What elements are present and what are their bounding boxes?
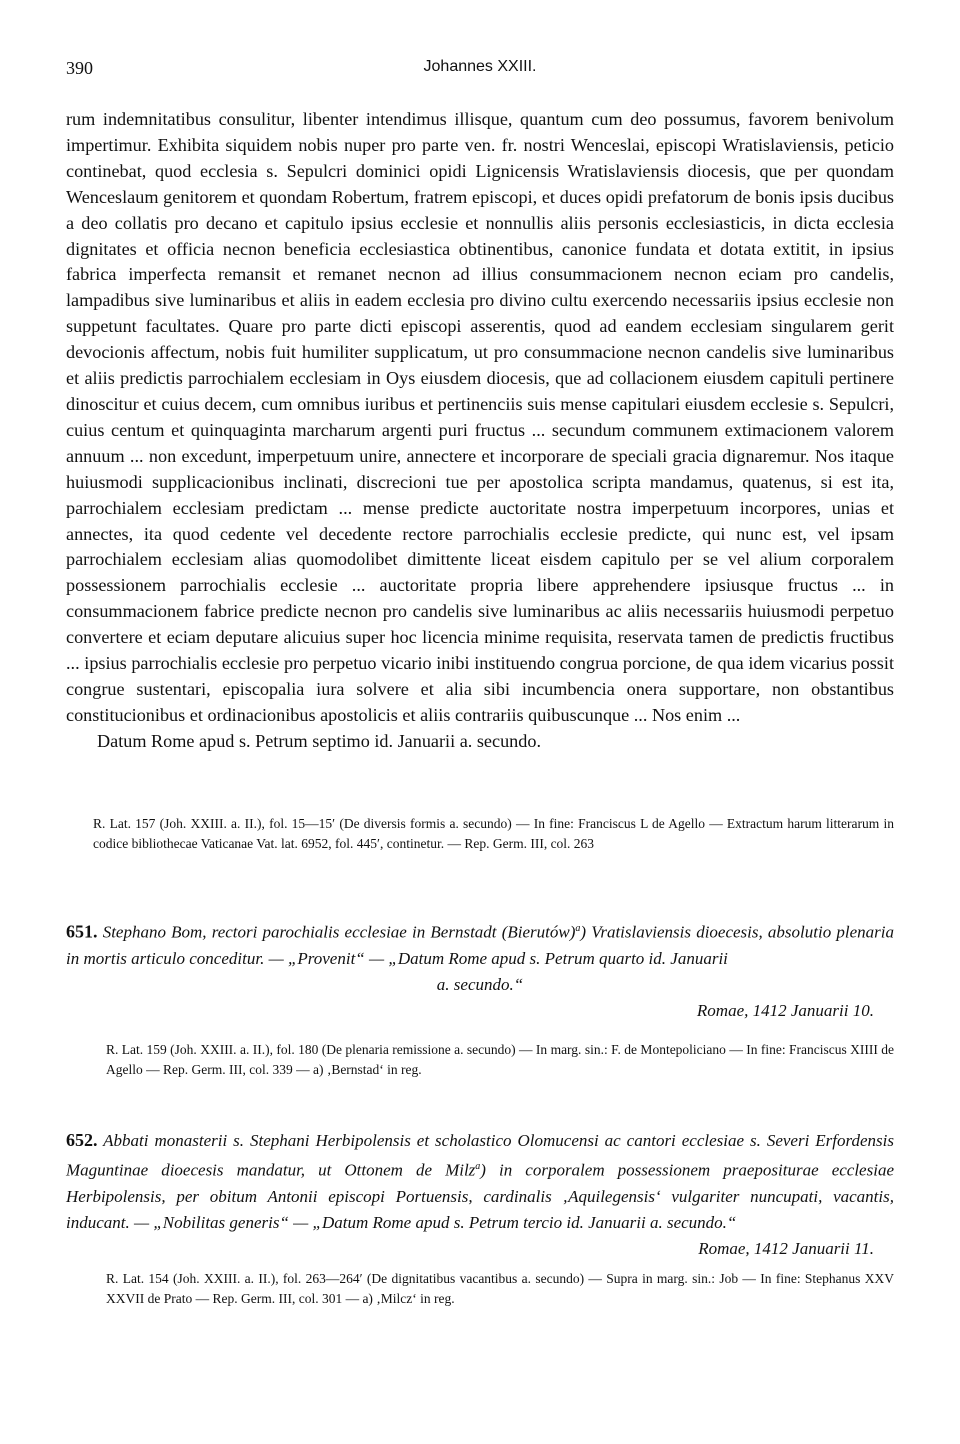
footnote-marker: a xyxy=(575,923,581,934)
entry-text-c: a. secundo.“ xyxy=(436,974,524,994)
entry-number: 652. xyxy=(66,1130,98,1150)
datum-line: Datum Rome apud s. Petrum septimo id. Januarii a. secundo. xyxy=(97,730,542,751)
body-text xyxy=(66,107,894,755)
footnote-651 xyxy=(66,1040,894,1080)
footnote-text: R. Lat. 159 (Joh. XXIII. a. II.), fol. 180 (De plenaria remissione a. secundo) — In marg. sin.: F. de Montepoliciano — In fine: Franciscus XIIII de Agello — Rep. Germ. III, col. 339 — a) ‚Bernstad‘ in reg. xyxy=(106,1042,894,1077)
entry-651-heading xyxy=(66,916,894,972)
entry-number: 651. xyxy=(66,921,98,942)
entry-text-a: Stephano Bom, rectori parochialis ecclesiae in Bernstadt (Bierutów) xyxy=(102,922,576,942)
running-title: Johannes XXIII. xyxy=(423,58,537,75)
entry-date: Romae, 1412 Januarii 11. xyxy=(698,1238,874,1258)
footnote-652 xyxy=(66,1269,894,1309)
page-header xyxy=(66,58,894,80)
entry-652 xyxy=(66,1127,894,1262)
entry-date: Romae, 1412 Januarii 10. xyxy=(696,1000,874,1020)
main-paragraph: rum indemnitatibus consulitur, libenter intendimus illisque, quantum cum deo possumus, favorem benivolum impertimur. Exhibita siquidem nobis nuper pro parte ven. fr. nostri Wenceslai, episcopi Wratislaviensis, peticio continebat, quod ecclesia s. Sepulcri dominici opidi Lignicensis Wratislaviensis diocesis, que per quondam Wenceslaum genitorem et quondam Robertum, fratrem episcopi, et duces opidi prefatorum de bonis ipsis ducibus a deo collatis pro decano et capitulo ipsius ecclesie et nonnullis aliis personis ecclesiasticis, in dicta ecclesia dignitates et officia necnon beneficia ecclesiastica obtinentibus, canonice fundata et dotata extitit, in ipsius fabrica imperfecta remansit et remanet necnon ad illius consummacionem necnon eciam pro candelis, lampadibus sive luminaribus et aliis in eadem ecclesia pro divino cultu exercendo necessariis ipsius ecclesie non suppetunt facultates. Quare pro parte dicti episcopi asserentis, quod ad eandem ecclesiam singularem gerit devocionis affectum, nobis fuit humiliter supplicatum, ut pro consummacione necnon candelis sive luminaribus et aliis predictis parrochialem ecclesiam in Oys eiusdem diocesis, que ad collacionem eiusdem capituli pertinere dinoscitur et cuius decem, cum omnibus iuribus et pertinenciis suis mense capitulari eiusdem ecclesie s. Sepulcri, cuius centum et quinquaginta marcharum argenti puri fructus ... secundum communem extimacionem valorem annuum ... non excedunt, imperpetuum unire, annectere et incorporare de speciali gracia dignaremur. Nos itaque huiusmodi supplicacionibus inclinati, discrecioni tue per apostolica scripta mandamus, quatenus, si est ita, parrochialem ecclesiam predictam ... mense predicte auctoritate nostra imperpetuum incorpores, unias et annectes, ita quod cedente vel decedente rectore parrochialis ecclesie predicte, qui nunc est, vel ipsam parrochialem ecclesiam alias quomodolibet dimittente liceat eisdem capitulo per se vel alium corporalem possessionem parrochialis ecclesie ... auctoritate propria libere apprehendere ipsiusque fructus ... in consummacionem fabrice predicte necnon pro candelis sive luminaribus ac aliis necessariis huiusmodi perpetuo convertere et eciam deputare alicuius super hoc licencia minime requisita, reservata tamen de predictis fructibus ... ipsius parrochialis ecclesie pro perpetuo vicario inibi instituendo congrua porcione, de qua idem vicarius possit congrue sustentari, episcopalia iura solvere et alia sibi incumbencia onera supportare, non obstantibus constitucionibus et ordinacionibus apostolicis et aliis contrariis quibuscunque ... Nos enim ... xyxy=(66,109,894,725)
footnote-marker: a xyxy=(475,1161,481,1172)
entry-text-b: ) Vratislaviensis dioecesis, absolutio plenaria in mortis articulo conceditur. — „Provenit“ — „Datum Rome apud s. Petrum quarto id. Januarii xyxy=(66,922,895,968)
entry-652-heading xyxy=(66,1127,894,1236)
entry-text-b: ) in corporalem possessionem praepositurae ecclesiae Herbipolensis, per obitum Antonii episcopi Portuensis, cardinalis ‚Aquilegensis‘ vulgariter nuncupati, vacantis, inducant. — „Nobilitas generis“ — „Datum Rome apud s. Petrum tercio id. Januarii a. secundo.“ xyxy=(66,1160,894,1232)
entry-text-a: Abbati monasterii s. Stephani Herbipolensis et scholastico Olomucensi ac cantori ecclesiae s. Severi Erfordensis Maguntinae dioecesis mandatur, ut Ottonem de Milz xyxy=(66,1131,894,1180)
footnote-text: R. Lat. 154 (Joh. XXIII. a. II.), fol. 263—264′ (De dignitatibus vacantibus a. secundo) — Supra in marg. sin.: Job — In fine: Stephanus XXV XXVII de Prato — Rep. Germ. III, col. 301 — a) ‚Milcz‘ in reg. xyxy=(106,1271,894,1306)
entry-651 xyxy=(66,916,894,1024)
footnote-text: R. Lat. 157 (Joh. XXIII. a. II.), fol. 15—15′ (De diversis formis a. secundo) — In fine: Franciscus L de Agello — Extractum harum litterarum in codice bibliothecae Vaticanae Vat. lat. 6952, fol. 445′, continetur. — Rep. Germ. III, col. 263 xyxy=(93,816,894,851)
footnote-651-source xyxy=(66,814,894,854)
page-number: 390 xyxy=(66,58,93,78)
